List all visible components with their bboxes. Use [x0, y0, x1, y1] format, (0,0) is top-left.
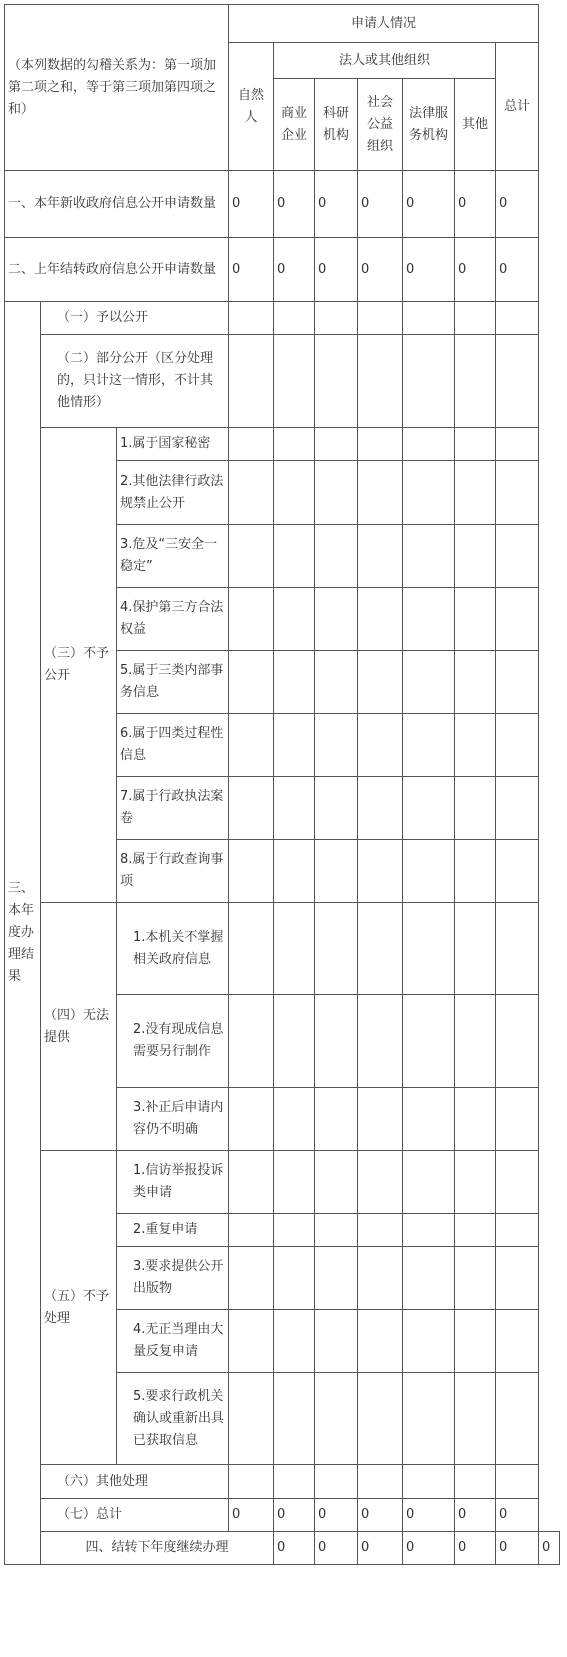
empty-cell	[358, 335, 403, 428]
empty-cell	[274, 1465, 315, 1499]
empty-cell	[455, 588, 496, 651]
empty-cell	[358, 1151, 403, 1214]
empty-cell	[403, 651, 455, 714]
empty-cell	[229, 1151, 274, 1214]
empty-cell	[455, 461, 496, 525]
value-cell: 0	[274, 1499, 315, 1532]
empty-cell	[229, 1310, 274, 1373]
disclosure-statistics-table	[4, 4, 560, 1565]
value-cell: 0	[274, 171, 315, 238]
row-label: 二、上年结转政府信息公开申请数量	[5, 238, 229, 302]
empty-cell	[455, 840, 496, 903]
empty-cell	[274, 302, 315, 335]
empty-cell	[455, 903, 496, 995]
value-cell: 0	[274, 238, 315, 302]
value-cell: 0	[496, 171, 539, 238]
row-label: 四、结转下年度继续办理	[41, 1532, 274, 1565]
row-label: （一）予以公开	[41, 302, 229, 335]
empty-cell	[274, 903, 315, 995]
empty-cell	[358, 428, 403, 461]
empty-cell	[229, 525, 274, 588]
empty-cell	[274, 777, 315, 840]
row-label: 2.其他法律行政法规禁止公开	[117, 461, 229, 525]
empty-cell	[315, 840, 358, 903]
natural-person-header: 自然人	[229, 43, 274, 171]
empty-cell	[403, 714, 455, 777]
value-cell: 0	[455, 238, 496, 302]
value-cell: 0	[358, 238, 403, 302]
row-label: （七）总计	[41, 1499, 229, 1532]
empty-cell	[274, 1088, 315, 1151]
row-label: 7.属于行政执法案卷	[117, 777, 229, 840]
empty-cell	[315, 1151, 358, 1214]
header-note-cell: （本列数据的勾稽关系为：第一项加第二项之和，等于第三项加第四项之和）	[5, 5, 229, 171]
empty-cell	[496, 1151, 539, 1214]
legal-person-group-header: 法人或其他组织	[274, 43, 496, 79]
empty-cell	[358, 461, 403, 525]
group-3-label: （三）不予公开	[41, 428, 117, 903]
value-cell: 0	[496, 238, 539, 302]
empty-cell	[455, 428, 496, 461]
empty-cell	[274, 1310, 315, 1373]
value-cell: 0	[229, 171, 274, 238]
empty-cell	[403, 428, 455, 461]
table-row	[5, 1532, 560, 1565]
empty-cell	[229, 651, 274, 714]
value-cell: 0	[274, 1532, 315, 1565]
empty-cell	[315, 995, 358, 1088]
empty-cell	[274, 714, 315, 777]
empty-cell	[403, 1214, 455, 1247]
value-cell: 0	[496, 1532, 539, 1565]
value-cell: 0	[403, 1532, 455, 1565]
empty-cell	[455, 1310, 496, 1373]
row-label: 5.要求行政机关确认或重新出具已获取信息	[117, 1373, 229, 1465]
row-label: 3.要求提供公开出版物	[117, 1247, 229, 1310]
empty-cell	[229, 1214, 274, 1247]
empty-cell	[229, 461, 274, 525]
commercial-header: 商业企业	[274, 79, 315, 171]
value-cell: 0	[403, 1499, 455, 1532]
row-label: （六）其他处理	[41, 1465, 229, 1499]
value-cell: 0	[315, 1499, 358, 1532]
empty-cell	[229, 840, 274, 903]
empty-cell	[274, 651, 315, 714]
empty-cell	[496, 1465, 539, 1499]
empty-cell	[274, 1214, 315, 1247]
row-label: 4.无正当理由大量反复申请	[117, 1310, 229, 1373]
empty-cell	[496, 1247, 539, 1310]
row-label: 3.补正后申请内容仍不明确	[117, 1088, 229, 1151]
value-cell: 0	[358, 1499, 403, 1532]
empty-cell	[496, 461, 539, 525]
research-header: 科研机构	[315, 79, 358, 171]
empty-cell	[358, 1088, 403, 1151]
empty-cell	[496, 1088, 539, 1151]
applicant-situation-header: 申请人情况	[229, 5, 539, 43]
empty-cell	[403, 461, 455, 525]
empty-cell	[274, 461, 315, 525]
row-label: （二）部分公开（区分处理的，只计这一情形，不计其他情形）	[41, 335, 229, 428]
other-header: 其他	[455, 79, 496, 171]
section-3-label: 三、本年度办理结果	[5, 302, 41, 1565]
empty-cell	[229, 335, 274, 428]
value-cell: 0	[358, 171, 403, 238]
empty-cell	[455, 302, 496, 335]
empty-cell	[358, 651, 403, 714]
empty-cell	[496, 714, 539, 777]
empty-cell	[358, 588, 403, 651]
empty-cell	[315, 1247, 358, 1310]
empty-cell	[403, 525, 455, 588]
empty-cell	[358, 1310, 403, 1373]
table-row	[5, 903, 560, 995]
empty-cell	[455, 1373, 496, 1465]
empty-cell	[455, 335, 496, 428]
row-label: 3.危及“三安全一稳定”	[117, 525, 229, 588]
group-4-label: （四）无法提供	[41, 903, 117, 1151]
empty-cell	[358, 714, 403, 777]
empty-cell	[315, 1088, 358, 1151]
empty-cell	[455, 714, 496, 777]
empty-cell	[496, 651, 539, 714]
empty-cell	[496, 428, 539, 461]
row-label: 2.重复申请	[117, 1214, 229, 1247]
empty-cell	[274, 588, 315, 651]
empty-cell	[403, 1151, 455, 1214]
row-label: 一、本年新收政府信息公开申请数量	[5, 171, 229, 238]
empty-cell	[403, 335, 455, 428]
row-label: 1.本机关不掌握相关政府信息	[117, 903, 229, 995]
empty-cell	[455, 1465, 496, 1499]
value-cell: 0	[315, 1532, 358, 1565]
empty-cell	[358, 1465, 403, 1499]
empty-cell	[403, 1310, 455, 1373]
table-row	[5, 302, 560, 335]
row-label: 2.没有现成信息需要另行制作	[117, 995, 229, 1088]
table-row	[5, 1151, 560, 1214]
empty-cell	[455, 995, 496, 1088]
empty-cell	[496, 588, 539, 651]
empty-cell	[229, 302, 274, 335]
empty-cell	[229, 1465, 274, 1499]
value-cell: 0	[403, 238, 455, 302]
group-5-label: （五）不予处理	[41, 1151, 117, 1465]
empty-cell	[315, 903, 358, 995]
empty-cell	[274, 1151, 315, 1214]
value-cell: 0	[496, 1499, 539, 1532]
empty-cell	[274, 1373, 315, 1465]
table-row	[5, 1499, 560, 1532]
row-label: 4.保护第三方合法权益	[117, 588, 229, 651]
row-label: 5.属于三类内部事务信息	[117, 651, 229, 714]
table-row	[5, 171, 560, 238]
empty-cell	[229, 1373, 274, 1465]
value-cell: 0	[539, 1532, 560, 1565]
empty-cell	[315, 1214, 358, 1247]
table-row	[5, 1465, 560, 1499]
empty-cell	[358, 777, 403, 840]
value-cell: 0	[315, 171, 358, 238]
empty-cell	[358, 525, 403, 588]
empty-cell	[496, 1310, 539, 1373]
empty-cell	[403, 903, 455, 995]
empty-cell	[315, 335, 358, 428]
empty-cell	[274, 525, 315, 588]
value-cell: 0	[229, 1499, 274, 1532]
empty-cell	[455, 651, 496, 714]
empty-cell	[496, 302, 539, 335]
empty-cell	[358, 1214, 403, 1247]
empty-cell	[358, 1247, 403, 1310]
empty-cell	[229, 1247, 274, 1310]
empty-cell	[496, 777, 539, 840]
empty-cell	[315, 1373, 358, 1465]
empty-cell	[315, 714, 358, 777]
empty-cell	[403, 588, 455, 651]
value-cell: 0	[455, 1532, 496, 1565]
value-cell: 0	[455, 1499, 496, 1532]
empty-cell	[274, 335, 315, 428]
empty-cell	[358, 1373, 403, 1465]
value-cell: 0	[403, 171, 455, 238]
value-cell: 0	[358, 1532, 403, 1565]
empty-cell	[403, 840, 455, 903]
empty-cell	[315, 588, 358, 651]
empty-cell	[496, 840, 539, 903]
empty-cell	[274, 428, 315, 461]
empty-cell	[403, 995, 455, 1088]
empty-cell	[315, 428, 358, 461]
empty-cell	[229, 995, 274, 1088]
empty-cell	[315, 525, 358, 588]
row-label: 6.属于四类过程性信息	[117, 714, 229, 777]
table-row	[5, 238, 560, 302]
legal-service-header: 法律服务机构	[403, 79, 455, 171]
empty-cell	[358, 302, 403, 335]
empty-cell	[315, 1310, 358, 1373]
empty-cell	[496, 903, 539, 995]
value-cell: 0	[455, 171, 496, 238]
empty-cell	[455, 1088, 496, 1151]
empty-cell	[274, 840, 315, 903]
empty-cell	[229, 1088, 274, 1151]
empty-cell	[496, 1214, 539, 1247]
table-row	[5, 335, 560, 428]
empty-cell	[229, 903, 274, 995]
empty-cell	[496, 525, 539, 588]
empty-cell	[229, 714, 274, 777]
empty-cell	[315, 461, 358, 525]
empty-cell	[315, 1465, 358, 1499]
empty-cell	[496, 335, 539, 428]
empty-cell	[496, 1373, 539, 1465]
empty-cell	[315, 651, 358, 714]
empty-cell	[455, 777, 496, 840]
row-label: 1.信访举报投诉类申请	[117, 1151, 229, 1214]
empty-cell	[358, 995, 403, 1088]
empty-cell	[274, 995, 315, 1088]
empty-cell	[315, 777, 358, 840]
row-label: 8.属于行政查询事项	[117, 840, 229, 903]
value-cell: 0	[229, 238, 274, 302]
empty-cell	[403, 1373, 455, 1465]
total-header: 总计	[496, 43, 539, 171]
empty-cell	[229, 428, 274, 461]
row-label: 1.属于国家秘密	[117, 428, 229, 461]
empty-cell	[455, 525, 496, 588]
social-welfare-header: 社会公益组织	[358, 79, 403, 171]
empty-cell	[403, 1088, 455, 1151]
empty-cell	[455, 1247, 496, 1310]
empty-cell	[403, 1247, 455, 1310]
empty-cell	[229, 588, 274, 651]
empty-cell	[403, 1465, 455, 1499]
empty-cell	[274, 1247, 315, 1310]
empty-cell	[358, 840, 403, 903]
empty-cell	[455, 1214, 496, 1247]
empty-cell	[358, 903, 403, 995]
table-row	[5, 428, 560, 461]
empty-cell	[455, 1151, 496, 1214]
empty-cell	[403, 777, 455, 840]
empty-cell	[229, 777, 274, 840]
empty-cell	[315, 302, 358, 335]
empty-cell	[403, 302, 455, 335]
empty-cell	[496, 995, 539, 1088]
value-cell: 0	[315, 238, 358, 302]
